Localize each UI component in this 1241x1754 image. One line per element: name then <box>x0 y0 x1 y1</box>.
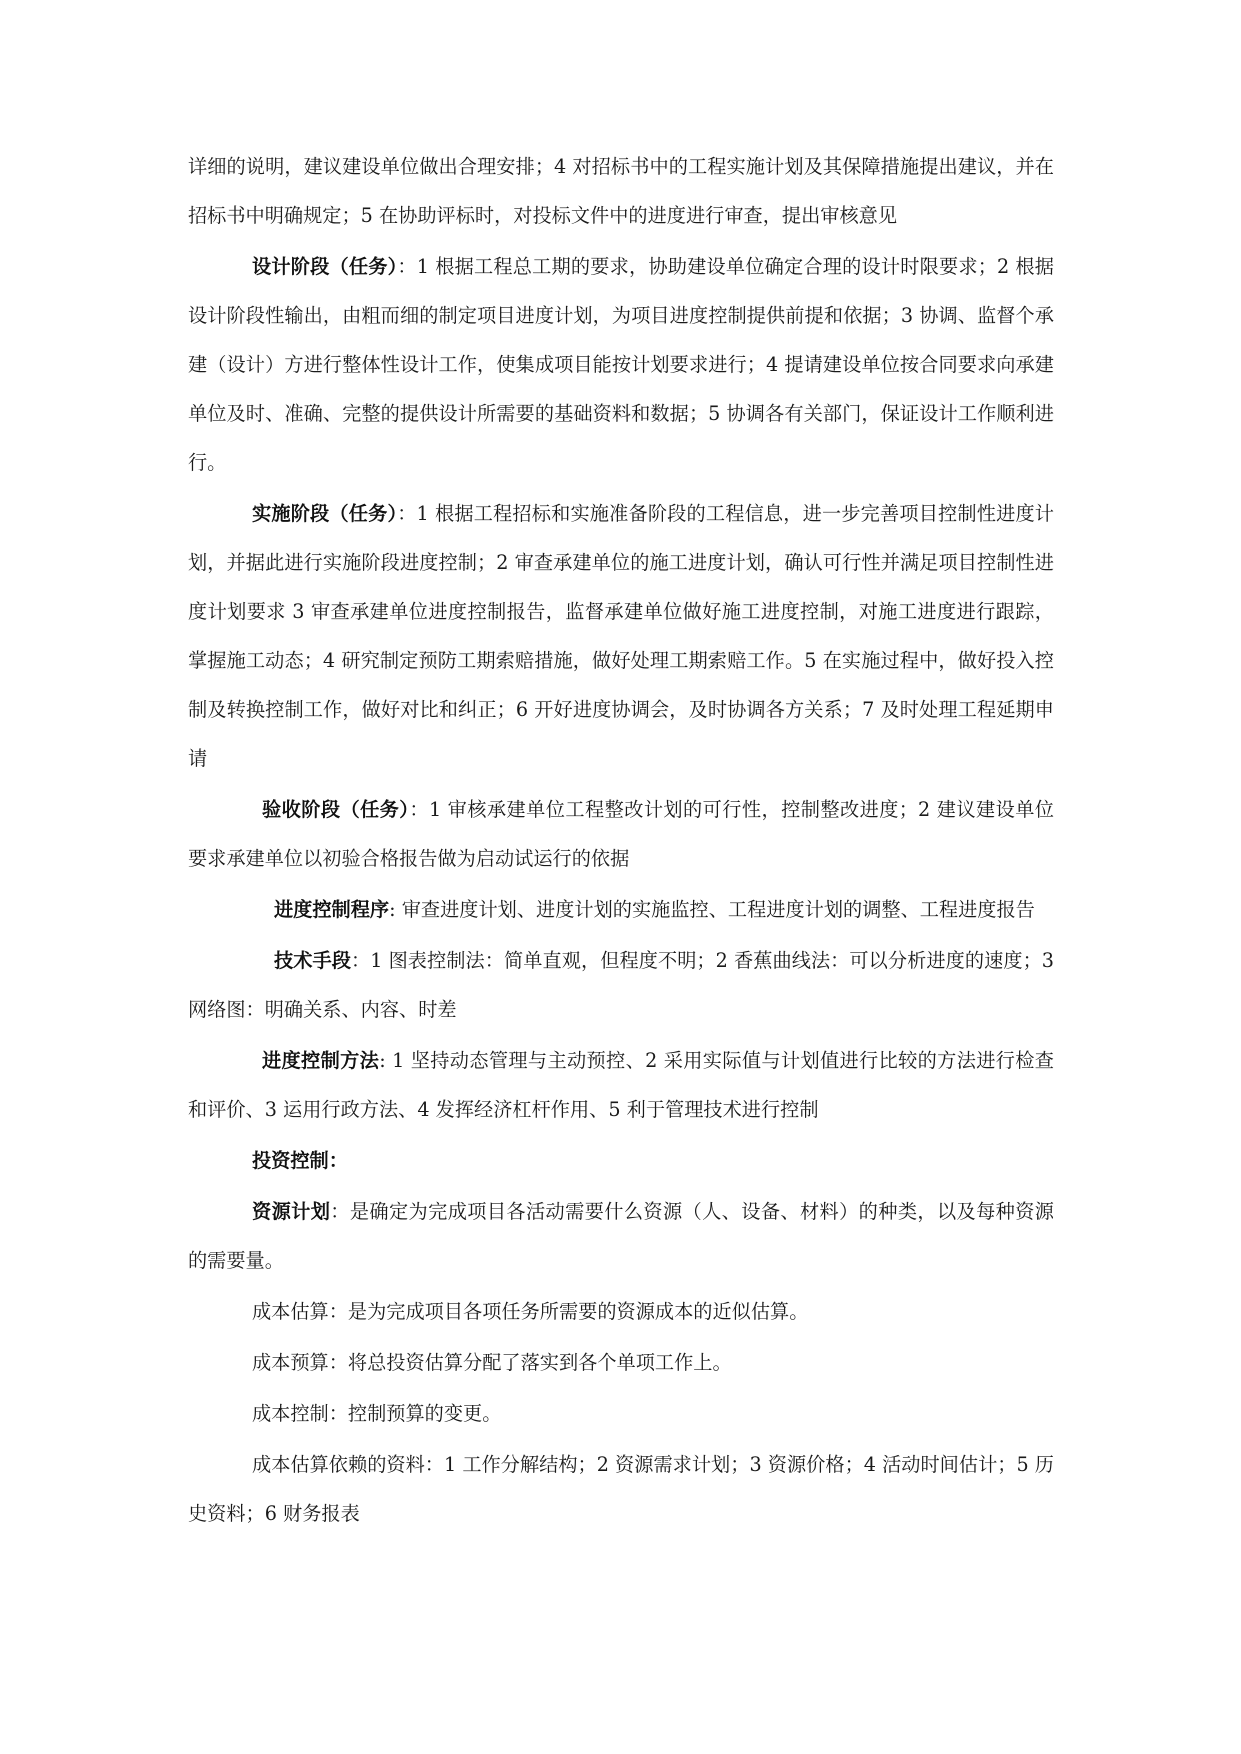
paragraph-text: ：1 根据工程招标和实施准备阶段的工程信息，进一步完善项目控制性进度计划，并据此进行实施阶段进度控制；2 审查承建单位的施工进度计划，确认可行性并满足项目控制性进度计划要求 3 审查承建单位进度控制报告，监督承建单位做好施工进度控制，对施工进度进行跟踪，掌握施工动态；4 研究制定预防工期索赔措施，做好处理工期索赔工作。5 在实施过程中，做好投入控制及转换控制工作，做好对比和纠正；6 开好进度协调会，及时协调各方关系；7 及时处理工程延期申请 <box>188 502 1054 770</box>
paragraph-schedule-procedure <box>188 885 1054 934</box>
paragraph-text: 成本控制：控制预算的变更。 <box>252 1402 502 1425</box>
document-page <box>188 142 1054 1540</box>
paragraph-text: 成本预算：将总投资估算分配了落实到各个单项工作上。 <box>252 1351 732 1374</box>
paragraph-text: ：1 根据工程总工期的要求，协助建设单位确定合理的设计时限要求；2 根据设计阶段性输出，由粗而细的制定项目进度计划，为项目进度控制提供前提和依据；3 协调、监督个承建（设计）方进行整体性设计工作，使集成项目能按计划要求进行；4 提请建设单位按合同要求向承建单位及时、准确、完整的提供设计所需要的基础资料和数据；5 协调各有关部门，保证设计工作顺利进行。 <box>188 255 1054 474</box>
paragraph-cost-estimate <box>188 1287 1054 1336</box>
section-heading: 实施阶段（任务） <box>252 502 398 525</box>
paragraph-text: ：是确定为完成项目各活动需要什么资源（人、设备、材料）的种类，以及每种资源的需要量。 <box>188 1200 1054 1272</box>
section-heading: 进度控制方法 <box>262 1049 380 1072</box>
paragraph-investment-control <box>188 1136 1054 1185</box>
paragraph-technical-means <box>188 936 1054 1034</box>
paragraph-text: 成本估算依赖的资料：1 工作分解结构；2 资源需求计划；3 资源价格；4 活动时间估计；5 历史资料；6 财务报表 <box>188 1453 1054 1525</box>
paragraph-text: : 1 坚持动态管理与主动预控、2 采用实际值与计划值进行比较的方法进行检查和评价、3 运用行政方法、4 发挥经济杠杆作用、5 利于管理技术进行控制 <box>188 1049 1054 1121</box>
paragraph-text: 详细的说明，建议建设单位做出合理安排；4 对招标书中的工程实施计划及其保障措施提出建议，并在招标书中明确规定；5 在协助评标时，对投标文件中的进度进行审查，提出审核意见 <box>188 155 1054 227</box>
section-heading: 验收阶段（任务） <box>262 798 410 821</box>
paragraph-bidding-continued <box>188 142 1054 240</box>
paragraph-schedule-methods <box>188 1036 1054 1134</box>
paragraph-implementation-phase <box>188 489 1054 783</box>
paragraph-text: 成本估算：是为完成项目各项任务所需要的资源成本的近似估算。 <box>252 1300 809 1323</box>
paragraph-cost-control <box>188 1389 1054 1438</box>
paragraph-text: ：1 图表控制法：简单直观，但程度不明；2 香蕉曲线法：可以分析进度的速度；3 网络图：明确关系、内容、时差 <box>188 949 1054 1021</box>
section-heading: 技术手段 <box>274 949 351 972</box>
section-heading: 设计阶段（任务） <box>252 255 398 278</box>
paragraph-design-phase <box>188 242 1054 487</box>
paragraph-acceptance-phase <box>188 785 1054 883</box>
section-heading: 资源计划 <box>252 1200 331 1223</box>
paragraph-text: : 审查进度计划、进度计划的实施监控、工程进度计划的调整、工程进度报告 <box>389 898 1035 921</box>
paragraph-text: ：1 审核承建单位工程整改计划的可行性，控制整改进度；2 建议建设单位要求承建单位以初验合格报告做为启动试运行的依据 <box>188 798 1054 870</box>
paragraph-cost-budget <box>188 1338 1054 1387</box>
paragraph-resource-plan <box>188 1187 1054 1285</box>
section-heading: 投资控制： <box>252 1149 348 1172</box>
paragraph-cost-estimate-inputs <box>188 1440 1054 1538</box>
section-heading: 进度控制程序 <box>274 898 390 921</box>
